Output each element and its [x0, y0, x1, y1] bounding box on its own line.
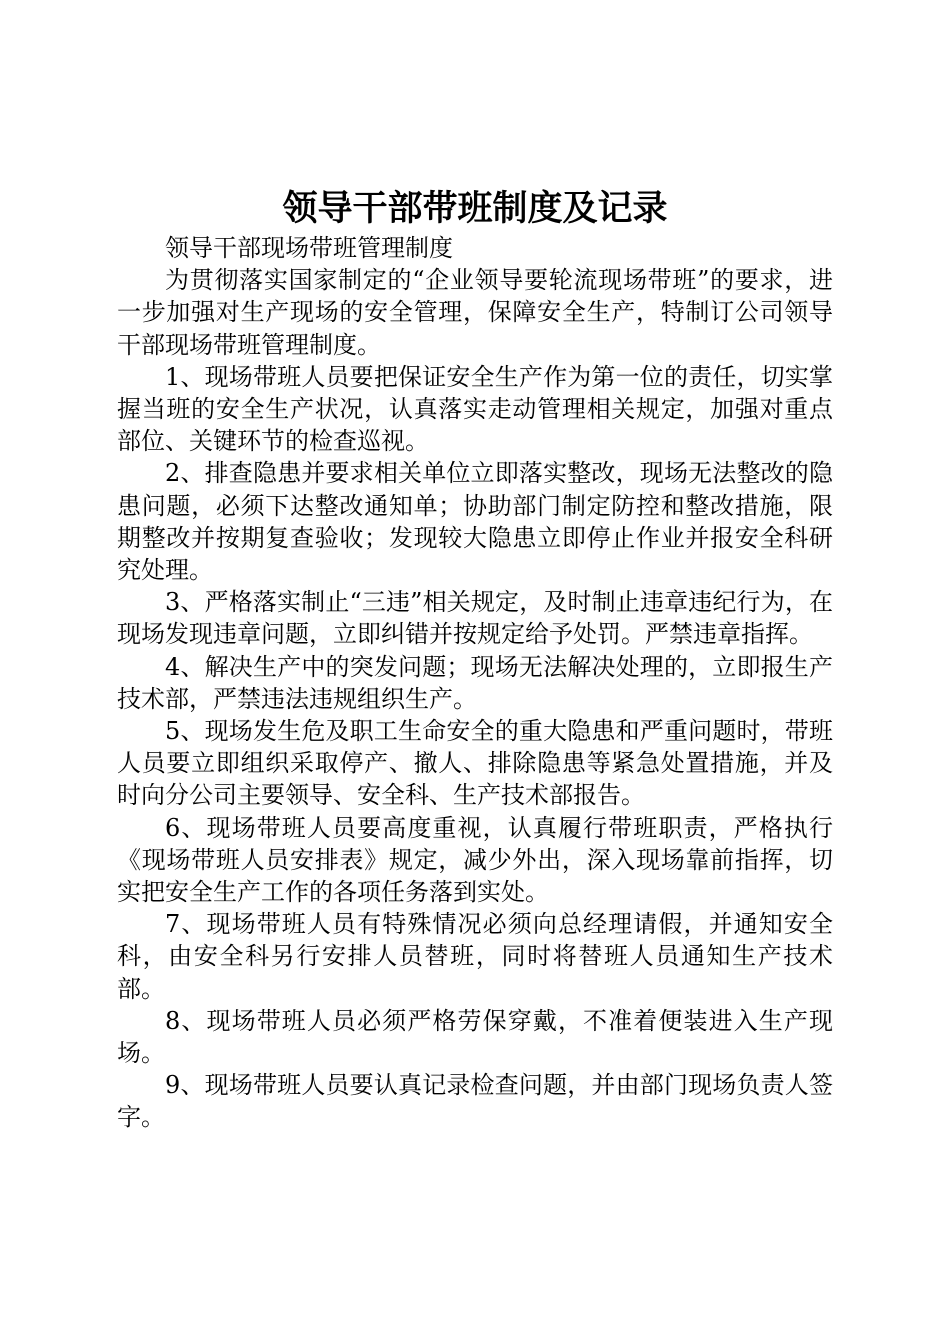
rule-item: 9、现场带班人员要认真记录检查问题，并由部门现场负责人签字。: [117, 1071, 833, 1132]
rule-item: 3、严格落实制止“三违”相关规定，及时制止违章违纪行为，在现场发现违章问题，立即纠错并按规定给予处罚。严禁违章指挥。: [117, 588, 833, 649]
document-body: [117, 232, 833, 1134]
document-title: 领导干部带班制度及记录: [282, 188, 668, 229]
rule-item: 6、现场带班人员要高度重视，认真履行带班职责，严格执行《现场带班人员安排表》规定，减少外出，深入现场靠前指挥，切实把安全生产工作的各项任务落到实处。: [117, 813, 833, 907]
rule-item: 1、现场带班人员要把保证安全生产作为第一位的责任，切实掌握当班的安全生产状况，认真落实走动管理相关规定，加强对重点部位、关键环节的检查巡视。: [117, 362, 833, 456]
rule-item: 5、现场发生危及职工生命安全的重大隐患和严重问题时，带班人员要立即组织采取停产、撤人、排除隐患等紧急处置措施，并及时向分公司主要领导、安全科、生产技术部报告。: [117, 717, 833, 810]
rule-item: 4、解决生产中的突发问题；现场无法解决处理的，立即报生产技术部，严禁违法违规组织生产。: [117, 652, 833, 713]
rule-item: 7、现场带班人员有特殊情况必须向总经理请假，并通知安全科，由安全科另行安排人员替班，同时将替班人员通知生产技术部。: [117, 910, 833, 1003]
rule-item: 2、排查隐患并要求相关单位立即落实整改，现场无法整改的隐患问题，必须下达整改通知单；协助部门制定防控和整改措施，限期整改并按期复查验收；发现较大隐患立即停止作业并报安全科研究处理。: [117, 459, 833, 585]
section-heading: 领导干部现场带班管理制度: [165, 234, 453, 262]
rule-item: 8、现场带班人员必须严格劳保穿戴，不准着便装进入生产现场。: [117, 1006, 833, 1068]
intro-paragraph: 为贯彻落实国家制定的“企业领导要轮流现场带班”的要求，进一步加强对生产现场的安全管理，保障安全生产，特制订公司领导干部现场带班管理制度。: [117, 266, 833, 359]
